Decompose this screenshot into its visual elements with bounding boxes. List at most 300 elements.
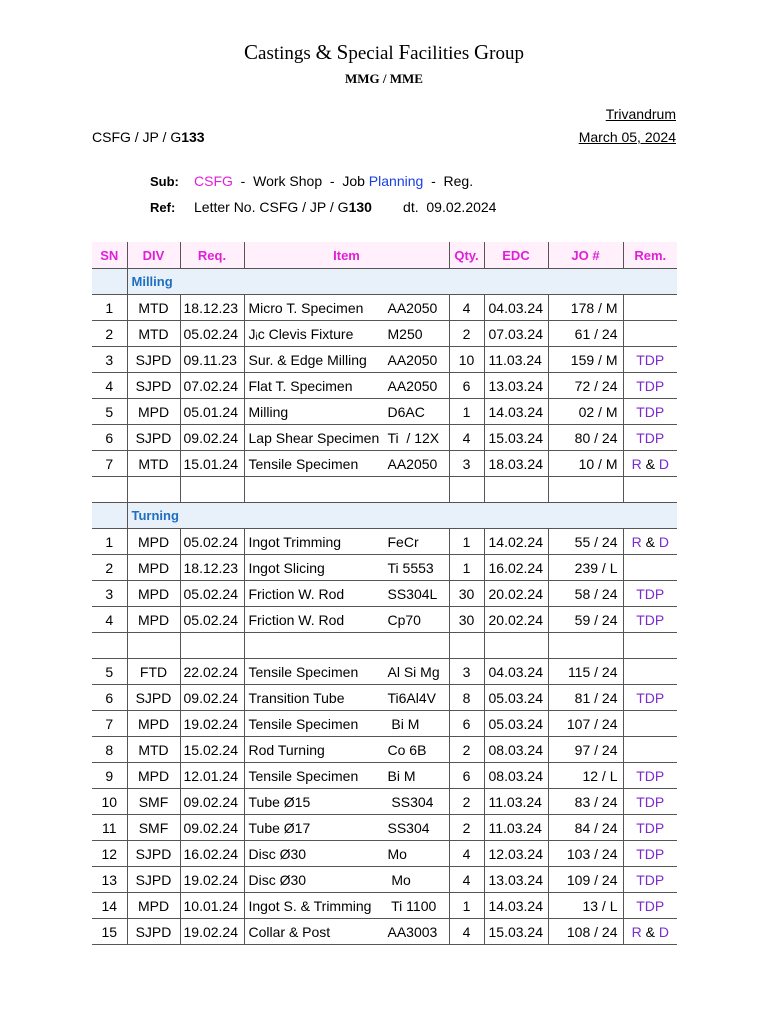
cell-qty: 1: [449, 555, 484, 581]
cell-req: 09.11.23: [180, 347, 244, 373]
item-name: Tensile Specimen: [248, 715, 359, 732]
cell-div: MPD: [127, 763, 180, 789]
table-row: [92, 321, 677, 347]
cell-sn: 1: [92, 295, 127, 321]
item-material: Mo: [387, 871, 411, 888]
cell-jo: 58 / 24: [548, 581, 623, 607]
item-name: Disc Ø30: [248, 845, 307, 862]
table-row: [92, 867, 677, 893]
item-name: Lap Shear Specimen: [248, 429, 380, 446]
cell-item: [244, 321, 449, 347]
letter-date: March 05, 2024: [578, 129, 676, 145]
title-text: roup: [489, 43, 524, 64]
item-material: FeCr: [387, 533, 419, 550]
item-name: Disc Ø30: [248, 871, 307, 888]
column-header: JO #: [548, 242, 623, 269]
item-name: Collar & Post: [248, 923, 331, 940]
cell-remark: [623, 659, 677, 685]
column-header: Qty.: [449, 242, 484, 269]
title-text: acilities: [410, 43, 474, 64]
blank-cell: [548, 633, 623, 659]
cell-remark: [623, 295, 677, 321]
cell-remark: [623, 321, 677, 347]
cell-req: 07.02.24: [180, 373, 244, 399]
item-name: Transition Tube: [248, 689, 345, 706]
cell-qty: 6: [449, 711, 484, 737]
table-row: [92, 451, 677, 477]
cell-div: SJPD: [127, 919, 180, 945]
section-name: Turning: [127, 503, 677, 529]
cell-edc: 08.03.24: [484, 737, 548, 763]
cell-item: [244, 295, 449, 321]
cell-item: [244, 347, 449, 373]
column-header: EDC: [484, 242, 548, 269]
cell-edc: 20.02.24: [484, 607, 548, 633]
blank-cell: [484, 633, 548, 659]
cell-edc: 20.02.24: [484, 581, 548, 607]
cell-qty: 1: [449, 893, 484, 919]
title-text: astings: [258, 43, 316, 64]
table-row: [92, 373, 677, 399]
cell-req: 12.01.24: [180, 763, 244, 789]
table-header-row: [92, 242, 677, 269]
table-row: [92, 347, 677, 373]
cell-item: [244, 789, 449, 815]
cell-remark: TDP: [623, 607, 677, 633]
cell-edc: 05.03.24: [484, 711, 548, 737]
cell-qty: 4: [449, 425, 484, 451]
cell-sn: 11: [92, 815, 127, 841]
cell-remark: TDP: [623, 581, 677, 607]
cell-item: [244, 711, 449, 737]
cell-sn: 5: [92, 399, 127, 425]
item-material: AA3003: [387, 923, 438, 940]
cell-remark: [623, 711, 677, 737]
cell-jo: 97 / 24: [548, 737, 623, 763]
cell-jo: 02 / M: [548, 399, 623, 425]
item-material: Co 6B: [387, 741, 427, 758]
cell-jo: 12 / L: [548, 763, 623, 789]
cell-sn: 14: [92, 893, 127, 919]
cell-req: 09.02.24: [180, 815, 244, 841]
cell-jo: 59 / 24: [548, 607, 623, 633]
item-name: Friction W. Rod: [248, 585, 345, 602]
item-material: SS304: [387, 819, 430, 836]
cell-qty: 3: [449, 451, 484, 477]
title-initial: S: [336, 40, 349, 64]
cell-sn: 2: [92, 555, 127, 581]
item-material: Al Si Mg: [387, 663, 440, 680]
item-material: AA2050: [387, 351, 438, 368]
cell-div: SJPD: [127, 841, 180, 867]
cell-qty: 8: [449, 685, 484, 711]
item-material: SS304L: [387, 585, 438, 602]
item-material: AA2050: [387, 299, 438, 316]
cell-sn: 8: [92, 737, 127, 763]
cell-edc: 11.03.24: [484, 347, 548, 373]
cell-div: SJPD: [127, 685, 180, 711]
reference-label: Ref:: [150, 200, 176, 215]
cell-jo: 178 / M: [548, 295, 623, 321]
cell-edc: 12.03.24: [484, 841, 548, 867]
blank-cell: [623, 633, 677, 659]
item-material: Bi M: [387, 715, 420, 732]
title-initial: G: [473, 40, 490, 64]
cell-jo: 13 / L: [548, 893, 623, 919]
column-header: Item: [244, 242, 449, 269]
blank-cell: [127, 477, 180, 503]
blank-cell: [180, 477, 244, 503]
cell-jo: 103 / 24: [548, 841, 623, 867]
cell-edc: 08.03.24: [484, 763, 548, 789]
cell-remark: TDP: [623, 893, 677, 919]
cell-item: [244, 373, 449, 399]
cell-item: [244, 399, 449, 425]
table-row: [92, 685, 677, 711]
cell-req: 22.02.24: [180, 659, 244, 685]
table-row: [92, 763, 677, 789]
cell-item: [244, 529, 449, 555]
column-header: SN: [92, 242, 127, 269]
table-body: [92, 269, 677, 945]
cell-req: 09.02.24: [180, 425, 244, 451]
cell-remark: TDP: [623, 867, 677, 893]
blank-cell: [92, 633, 127, 659]
cell-req: 10.01.24: [180, 893, 244, 919]
cell-qty: 2: [449, 737, 484, 763]
cell-edc: 15.03.24: [484, 425, 548, 451]
cell-qty: 2: [449, 815, 484, 841]
cell-item: [244, 841, 449, 867]
cell-sn: 6: [92, 685, 127, 711]
cell-req: 05.02.24: [180, 529, 244, 555]
cell-edc: 07.03.24: [484, 321, 548, 347]
cell-req: 19.02.24: [180, 711, 244, 737]
subject-label: Sub:: [150, 174, 179, 189]
section-row: [92, 269, 677, 295]
cell-div: MPD: [127, 399, 180, 425]
blank-cell: [127, 633, 180, 659]
table-row: [92, 841, 677, 867]
reference-date: dt. 09.02.2024: [371, 199, 497, 215]
item-name: Tube Ø15: [248, 793, 311, 810]
cell-req: 19.02.24: [180, 867, 244, 893]
cell-remark: TDP: [623, 685, 677, 711]
table-row: [92, 607, 677, 633]
cell-sn: 7: [92, 451, 127, 477]
cell-edc: 11.03.24: [484, 789, 548, 815]
cell-jo: 81 / 24: [548, 685, 623, 711]
cell-item: [244, 607, 449, 633]
item-name: Tensile Specimen: [248, 663, 359, 680]
cell-jo: 159 / M: [548, 347, 623, 373]
table-row: [92, 737, 677, 763]
cell-edc: 15.03.24: [484, 919, 548, 945]
cell-req: 09.02.24: [180, 685, 244, 711]
cell-req: 18.12.23: [180, 555, 244, 581]
cell-remark: TDP: [623, 425, 677, 451]
title-initial: F: [398, 40, 411, 64]
blank-cell: [92, 477, 127, 503]
reference-text: Letter No. CSFG / JP / G: [194, 199, 349, 215]
item-name: Rod Turning: [248, 741, 325, 758]
cell-sn: 3: [92, 581, 127, 607]
reference-prefix: CSFG / JP / G: [92, 129, 182, 145]
cell-sn: 2: [92, 321, 127, 347]
cell-item: [244, 919, 449, 945]
cell-req: 15.02.24: [180, 737, 244, 763]
title-initial: C: [244, 40, 259, 64]
cell-item: [244, 425, 449, 451]
cell-edc: 14.03.24: [484, 399, 548, 425]
cell-item: [244, 581, 449, 607]
cell-remark: TDP: [623, 815, 677, 841]
cell-remark: TDP: [623, 373, 677, 399]
table-row: [92, 789, 677, 815]
item-name: Jᵢc Clevis Fixture: [248, 325, 354, 342]
cell-req: 05.02.24: [180, 607, 244, 633]
cell-qty: 1: [449, 399, 484, 425]
cell-div: SJPD: [127, 373, 180, 399]
table-row: [92, 711, 677, 737]
cell-edc: 14.02.24: [484, 529, 548, 555]
cell-jo: 239 / L: [548, 555, 623, 581]
item-name: Tensile Specimen: [248, 767, 359, 784]
item-material: AA2050: [387, 455, 438, 472]
cell-edc: 16.02.24: [484, 555, 548, 581]
item-material: M250: [387, 325, 423, 342]
cell-remark: TDP: [623, 763, 677, 789]
item-material: SS304: [387, 793, 434, 810]
item-material: Ti 1100: [387, 897, 437, 914]
cell-qty: 1: [449, 529, 484, 555]
column-header: Rem.: [623, 242, 677, 269]
reference-number-bold: 133: [181, 129, 205, 145]
subject-end: - Reg.: [423, 173, 474, 189]
item-name: Tube Ø17: [248, 819, 311, 836]
column-header: DIV: [127, 242, 180, 269]
item-name: Ingot Slicing: [248, 559, 325, 576]
cell-item: [244, 815, 449, 841]
cell-edc: 13.03.24: [484, 867, 548, 893]
cell-div: MPD: [127, 529, 180, 555]
title-text: pecial: [348, 43, 399, 64]
cell-sn: 7: [92, 711, 127, 737]
table-row: [92, 893, 677, 919]
item-material: Ti 5553: [387, 559, 434, 576]
reference-bold: 130: [348, 199, 372, 215]
item-material: Cp70: [387, 611, 421, 628]
cell-jo: 108 / 24: [548, 919, 623, 945]
cell-item: [244, 867, 449, 893]
subject-line: [150, 173, 473, 189]
item-name: Milling: [248, 403, 289, 420]
cell-qty: 4: [449, 867, 484, 893]
blank-row: [92, 477, 677, 503]
section-row: [92, 503, 677, 529]
item-material: AA2050: [387, 377, 438, 394]
blank-cell: [244, 477, 449, 503]
blank-cell: [449, 633, 484, 659]
cell-req: 16.02.24: [180, 841, 244, 867]
cell-req: 18.12.23: [180, 295, 244, 321]
cell-div: MTD: [127, 295, 180, 321]
cell-div: MPD: [127, 555, 180, 581]
department-subtitle: MMG / MME: [345, 71, 423, 86]
cell-sn: 5: [92, 659, 127, 685]
reference-number: [92, 129, 205, 145]
section-spacer: [92, 503, 127, 529]
cell-sn: 4: [92, 373, 127, 399]
subject-text: - Work Shop - Job: [232, 173, 369, 189]
organization-title: [0, 40, 768, 65]
cell-remark: TDP: [623, 347, 677, 373]
cell-item: [244, 685, 449, 711]
cell-qty: 6: [449, 373, 484, 399]
subject-planning: Planning: [368, 173, 424, 189]
place-name: Trivandrum: [605, 106, 676, 122]
cell-jo: 72 / 24: [548, 373, 623, 399]
blank-cell: [244, 633, 449, 659]
cell-jo: 115 / 24: [548, 659, 623, 685]
cell-edc: 04.03.24: [484, 659, 548, 685]
section-name: Milling: [127, 269, 677, 295]
subject-csfg: CSFG: [194, 173, 233, 189]
cell-jo: 109 / 24: [548, 867, 623, 893]
cell-sn: 12: [92, 841, 127, 867]
cell-edc: 11.03.24: [484, 815, 548, 841]
cell-remark: R & D: [623, 529, 677, 555]
cell-qty: 10: [449, 347, 484, 373]
cell-remark: R & D: [623, 919, 677, 945]
cell-jo: 61 / 24: [548, 321, 623, 347]
blank-cell: [548, 477, 623, 503]
cell-jo: 83 / 24: [548, 789, 623, 815]
cell-edc: 05.03.24: [484, 685, 548, 711]
table-row: [92, 399, 677, 425]
table-row: [92, 581, 677, 607]
table-row: [92, 555, 677, 581]
item-name: Micro T. Specimen: [248, 299, 364, 316]
cell-item: [244, 659, 449, 685]
job-planning-table: [92, 242, 677, 945]
blank-cell: [623, 477, 677, 503]
cell-req: 09.02.24: [180, 789, 244, 815]
cell-div: MTD: [127, 321, 180, 347]
blank-cell: [449, 477, 484, 503]
cell-sn: 9: [92, 763, 127, 789]
cell-sn: 13: [92, 867, 127, 893]
item-name: Ingot S. & Trimming: [248, 897, 372, 914]
item-material: Ti / 12X: [387, 429, 440, 446]
cell-qty: 30: [449, 581, 484, 607]
cell-qty: 4: [449, 295, 484, 321]
cell-sn: 3: [92, 347, 127, 373]
column-header: Req.: [180, 242, 244, 269]
cell-qty: 3: [449, 659, 484, 685]
cell-qty: 4: [449, 841, 484, 867]
cell-div: MPD: [127, 607, 180, 633]
item-name: Tensile Specimen: [248, 455, 359, 472]
table-row: [92, 425, 677, 451]
cell-remark: [623, 555, 677, 581]
cell-item: [244, 763, 449, 789]
cell-remark: R & D: [623, 451, 677, 477]
table-row: [92, 529, 677, 555]
item-material: Mo: [387, 845, 407, 862]
cell-qty: 4: [449, 919, 484, 945]
cell-div: MTD: [127, 737, 180, 763]
cell-jo: 84 / 24: [548, 815, 623, 841]
cell-item: [244, 737, 449, 763]
cell-req: 19.02.24: [180, 919, 244, 945]
cell-div: FTD: [127, 659, 180, 685]
cell-qty: 2: [449, 321, 484, 347]
title-initial: &: [315, 40, 332, 64]
cell-div: SMF: [127, 815, 180, 841]
cell-sn: 15: [92, 919, 127, 945]
cell-req: 05.02.24: [180, 321, 244, 347]
cell-sn: 6: [92, 425, 127, 451]
cell-qty: 2: [449, 789, 484, 815]
item-material: D6AC: [387, 403, 425, 420]
cell-qty: 30: [449, 607, 484, 633]
cell-sn: 1: [92, 529, 127, 555]
cell-req: 05.02.24: [180, 581, 244, 607]
cell-sn: 10: [92, 789, 127, 815]
reference-line: [150, 199, 496, 215]
cell-jo: 80 / 24: [548, 425, 623, 451]
cell-remark: TDP: [623, 399, 677, 425]
cell-item: [244, 451, 449, 477]
item-name: Flat T. Specimen: [248, 377, 353, 394]
blank-cell: [180, 633, 244, 659]
cell-edc: 13.03.24: [484, 373, 548, 399]
cell-item: [244, 555, 449, 581]
cell-edc: 18.03.24: [484, 451, 548, 477]
blank-row: [92, 633, 677, 659]
cell-sn: 4: [92, 607, 127, 633]
table-row: [92, 659, 677, 685]
blank-cell: [484, 477, 548, 503]
cell-div: SJPD: [127, 347, 180, 373]
table-row: [92, 919, 677, 945]
cell-item: [244, 893, 449, 919]
section-spacer: [92, 269, 127, 295]
cell-div: MTD: [127, 451, 180, 477]
cell-req: 05.01.24: [180, 399, 244, 425]
cell-edc: 14.03.24: [484, 893, 548, 919]
cell-div: SJPD: [127, 867, 180, 893]
cell-div: SMF: [127, 789, 180, 815]
item-material: Ti6Al4V: [387, 689, 437, 706]
cell-edc: 04.03.24: [484, 295, 548, 321]
cell-qty: 6: [449, 763, 484, 789]
cell-jo: 107 / 24: [548, 711, 623, 737]
cell-remark: TDP: [623, 841, 677, 867]
cell-div: MPD: [127, 893, 180, 919]
table-row: [92, 815, 677, 841]
cell-div: MPD: [127, 711, 180, 737]
item-name: Ingot Trimming: [248, 533, 342, 550]
cell-req: 15.01.24: [180, 451, 244, 477]
item-material: Bi M: [387, 767, 416, 784]
cell-jo: 10 / M: [548, 451, 623, 477]
cell-jo: 55 / 24: [548, 529, 623, 555]
cell-remark: TDP: [623, 789, 677, 815]
cell-div: MPD: [127, 581, 180, 607]
cell-remark: [623, 737, 677, 763]
